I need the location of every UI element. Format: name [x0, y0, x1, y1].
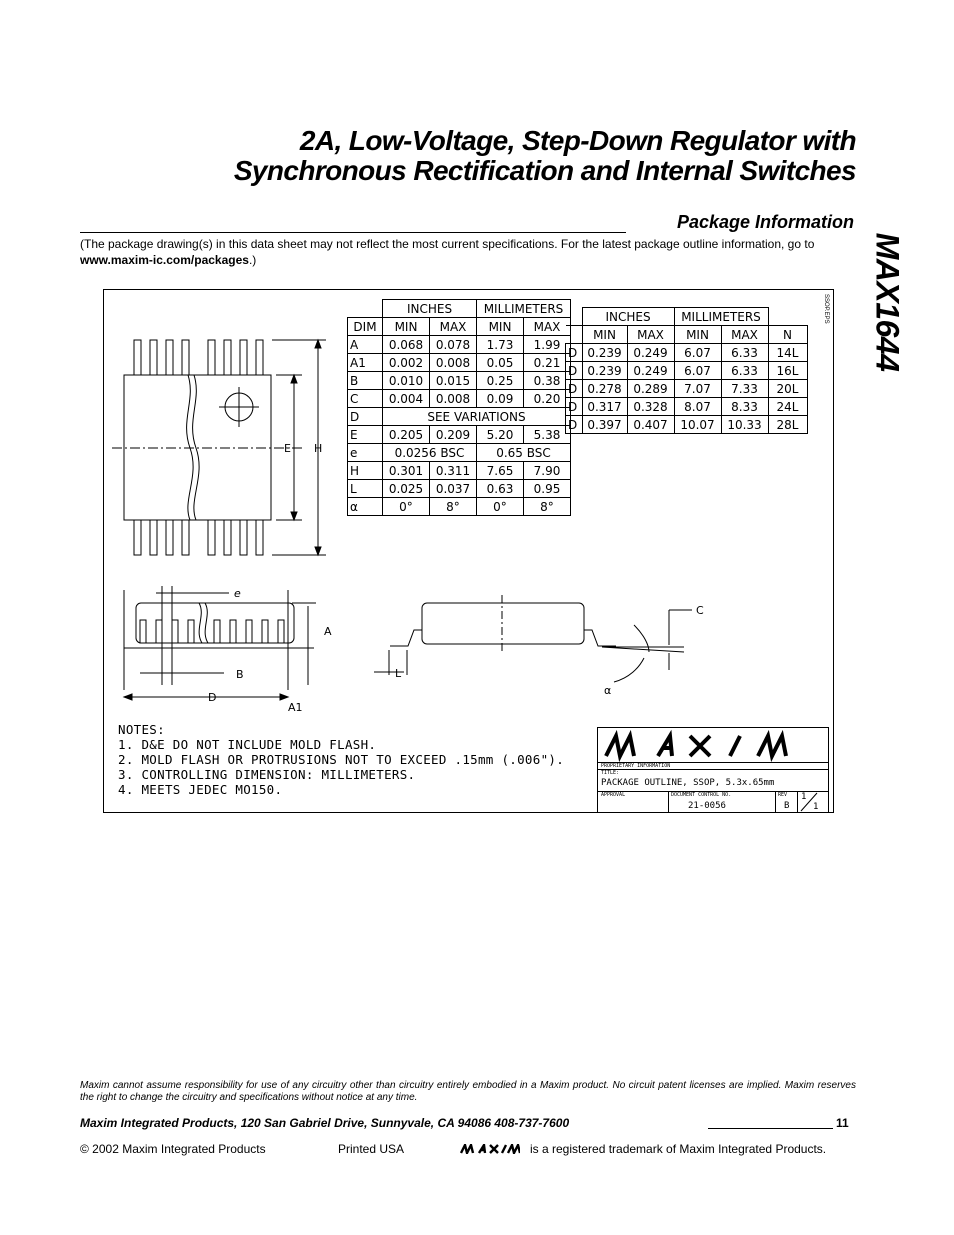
dim-value: 5.20: [477, 426, 524, 444]
dim-col-0: DIM: [348, 318, 383, 336]
dim-symbol: H: [348, 462, 383, 480]
label-B: B: [236, 668, 244, 681]
var-symbol: D: [566, 344, 583, 362]
var-col-4: N: [768, 326, 807, 344]
packages-link[interactable]: www.maxim-ic.com/packages: [80, 253, 249, 267]
dim-value: 0.0256 BSC: [383, 444, 477, 462]
proprietary-label: PROPRIETARY INFORMATION: [601, 763, 671, 769]
dim-inches-header: INCHES: [383, 300, 477, 318]
table-row: [566, 344, 808, 362]
dim-value: 0.209: [430, 426, 477, 444]
notes-line-0: NOTES:: [118, 722, 165, 737]
var-corner-2: [566, 326, 583, 344]
var-value: 16L: [768, 362, 807, 380]
company-address: Maxim Integrated Products, 120 San Gabriel Drive, Sunnyvale, CA 94086 408-737-7600: [80, 1116, 570, 1130]
dim-value: 0.301: [383, 462, 430, 480]
label-L: L: [395, 667, 402, 680]
package-disclaimer: [80, 236, 854, 268]
dim-symbol: L: [348, 480, 383, 498]
section-title: Package Information: [676, 212, 854, 232]
dim-value: 0.25: [477, 372, 524, 390]
dim-value: 7.65: [477, 462, 524, 480]
table-row: [348, 480, 571, 498]
title-block: [597, 727, 829, 813]
var-value: 6.33: [721, 344, 768, 362]
dim-value: 0.015: [430, 372, 477, 390]
dim-col-4: MAX: [524, 318, 571, 336]
label-C: C: [696, 604, 704, 617]
maxim-logo: [598, 728, 830, 762]
printed-label: Printed USA: [338, 1142, 405, 1156]
side-view-body: [136, 603, 294, 643]
var-value: 10.33: [721, 416, 768, 434]
dim-value: 0.63: [477, 480, 524, 498]
section-rule: [80, 232, 626, 233]
end-view-body: [422, 603, 584, 644]
table-row: [348, 444, 571, 462]
var-value: 0.328: [627, 398, 674, 416]
var-corner: [566, 308, 583, 326]
dim-col-1: MIN: [383, 318, 430, 336]
dim-symbol: e: [348, 444, 383, 462]
drawing-code: SSOP.EPS: [823, 294, 829, 324]
var-value: 6.33: [721, 362, 768, 380]
table-row: [348, 336, 571, 354]
dim-value: 0.95: [524, 480, 571, 498]
dim-value: 7.90: [524, 462, 571, 480]
dim-value: 1.73: [477, 336, 524, 354]
maxim-footer-logo: [460, 1144, 520, 1154]
dim-symbol: C: [348, 390, 383, 408]
label-A: A: [324, 625, 332, 638]
var-value: 24L: [768, 398, 807, 416]
var-value: 20L: [768, 380, 807, 398]
variation-table: [565, 307, 808, 434]
label-alpha: α: [604, 684, 612, 697]
dim-symbol: B: [348, 372, 383, 390]
dim-value: 0.20: [524, 390, 571, 408]
var-mm-header: MILLIMETERS: [674, 308, 768, 326]
var-value: 0.239: [582, 362, 627, 380]
label-e: e: [234, 587, 241, 600]
dim-symbol: α: [348, 498, 383, 516]
var-symbol: D: [566, 398, 583, 416]
var-inches-header: INCHES: [582, 308, 674, 326]
package-title: PACKAGE OUTLINE, SSOP, 5.3x.65mm: [601, 778, 775, 788]
dim-value: 0.05: [477, 354, 524, 372]
dim-value: 0°: [383, 498, 430, 516]
var-value: 0.289: [627, 380, 674, 398]
var-value: 8.33: [721, 398, 768, 416]
var-value: 0.249: [627, 362, 674, 380]
legal-disclaimer: Maxim cannot assume responsibility for use of any circuitry other than circuitry entirely embodied in a Maxim product. No circuit patent licenses are implied. Maxim reserves the right to change the circuitry and specifications without notice at any time.: [80, 1080, 856, 1103]
var-symbol: D: [566, 416, 583, 434]
var-column-header: [566, 326, 808, 344]
dim-column-header: [348, 318, 571, 336]
table-row: [348, 408, 571, 426]
dim-corner: [348, 300, 383, 318]
sheet-bottom: 1: [813, 802, 819, 812]
title-line-2: Synchronous Rectification and Internal Switches: [233, 155, 856, 186]
var-col-1: MAX: [627, 326, 674, 344]
notes-line-1: 1. D&E DO NOT INCLUDE MOLD FLASH.: [118, 737, 377, 752]
dim-value: 0.025: [383, 480, 430, 498]
var-value: 7.07: [674, 380, 721, 398]
dim-value: 0.65 BSC: [477, 444, 571, 462]
var-value: 8.07: [674, 398, 721, 416]
var-value: 28L: [768, 416, 807, 434]
var-value: 0.239: [582, 344, 627, 362]
dim-symbol: A1: [348, 354, 383, 372]
dim-mm-header: MILLIMETERS: [477, 300, 571, 318]
var-value: 7.33: [721, 380, 768, 398]
rev-label: REV: [778, 792, 788, 798]
table-row: [348, 462, 571, 480]
var-symbol: D: [566, 380, 583, 398]
var-value: 0.317: [582, 398, 627, 416]
var-group-header: [566, 308, 808, 326]
var-value: 0.278: [582, 380, 627, 398]
dimension-table: [347, 299, 571, 516]
var-value: 6.07: [674, 362, 721, 380]
var-value: 14L: [768, 344, 807, 362]
doc-control-label: DOCUMENT CONTROL NO.: [671, 792, 732, 798]
part-number-side: [869, 222, 906, 382]
bottom-pins: [134, 520, 263, 555]
table-row: [348, 372, 571, 390]
footer-rule: [708, 1128, 833, 1129]
var-symbol: D: [566, 362, 583, 380]
dim-value: 0.311: [430, 462, 477, 480]
dim-value: 0.205: [383, 426, 430, 444]
copyright: © 2002 Maxim Integrated Products: [80, 1142, 266, 1156]
dim-col-2: MAX: [430, 318, 477, 336]
dim-value: 0.078: [430, 336, 477, 354]
dim-value: 0.008: [430, 354, 477, 372]
label-H: H: [314, 442, 323, 455]
dim-value: 8°: [430, 498, 477, 516]
doc-number: 21-0056: [688, 801, 726, 811]
dim-value: 1.99: [524, 336, 571, 354]
table-row: [566, 362, 808, 380]
table-row: [348, 354, 571, 372]
label-A1: A1: [288, 701, 303, 714]
dim-group-header: [348, 300, 571, 318]
title-line-1: 2A, Low-Voltage, Step-Down Regulator with: [299, 125, 856, 156]
table-row: [348, 498, 571, 516]
dim-value: 5.38: [524, 426, 571, 444]
dim-value: 0°: [477, 498, 524, 516]
rev-value: B: [784, 801, 790, 811]
dim-value: 0.004: [383, 390, 430, 408]
dim-col-3: MIN: [477, 318, 524, 336]
dim-value: 0.09: [477, 390, 524, 408]
dim-value: 0.037: [430, 480, 477, 498]
dim-symbol: E: [348, 426, 383, 444]
page-title: [80, 126, 856, 186]
dim-value: SEE VARIATIONS: [383, 408, 571, 426]
dim-symbol: D: [348, 408, 383, 426]
var-col-0: MIN: [582, 326, 627, 344]
var-col-3: MAX: [721, 326, 768, 344]
package-drawing: [103, 289, 834, 813]
part-number-label: MAX1644: [869, 232, 906, 372]
notes-line-4: 4. MEETS JEDEC MO150.: [118, 782, 283, 797]
dim-value: 0.002: [383, 354, 430, 372]
var-value: 0.407: [627, 416, 674, 434]
disclaimer-text: (The package drawing(s) in this data sheet may not reflect the most current specifications. For the latest package outline information, go to: [80, 237, 815, 251]
approval-label: APPROVAL: [601, 792, 626, 798]
notes-line-2: 2. MOLD FLASH OR PROTRUSIONS NOT TO EXCEED .15mm (.006").: [118, 752, 565, 767]
table-row: [348, 426, 571, 444]
dim-value: 0.008: [430, 390, 477, 408]
dim-value: 8°: [524, 498, 571, 516]
var-value: 10.07: [674, 416, 721, 434]
title-label: TITLE:: [601, 770, 620, 776]
disclaimer-end: .): [248, 253, 257, 267]
var-col-2: MIN: [674, 326, 721, 344]
label-E: E: [284, 442, 291, 455]
dim-value: 0.21: [524, 354, 571, 372]
table-row: [348, 390, 571, 408]
dim-value: 0.010: [383, 372, 430, 390]
var-value: 6.07: [674, 344, 721, 362]
sheet-top: 1: [801, 792, 807, 802]
table-row: [566, 416, 808, 434]
table-row: [566, 380, 808, 398]
label-D: D: [208, 691, 217, 704]
trademark-text: is a registered trademark of Maxim Integrated Products.: [530, 1142, 827, 1156]
dim-symbol: A: [348, 336, 383, 354]
var-value: 0.397: [582, 416, 627, 434]
var-value: 0.249: [627, 344, 674, 362]
page-number: 11: [836, 1116, 849, 1130]
dim-value: 0.38: [524, 372, 571, 390]
dim-value: 0.068: [383, 336, 430, 354]
table-row: [566, 398, 808, 416]
notes-line-3: 3. CONTROLLING DIMENSION: MILLIMETERS.: [118, 767, 416, 782]
drawing-notes: [118, 722, 564, 797]
top-pins: [134, 340, 263, 375]
